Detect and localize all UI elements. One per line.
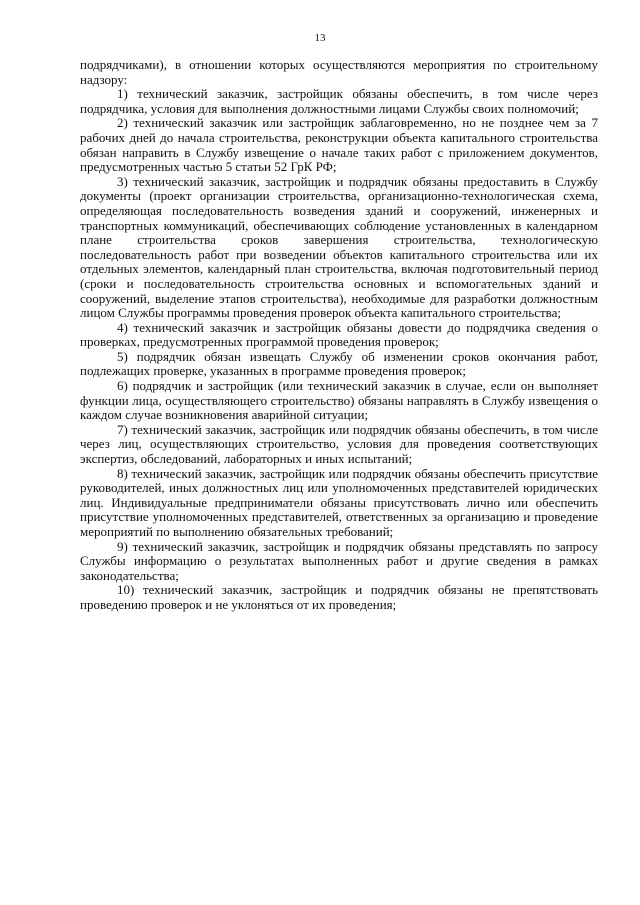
paragraph-item-8: 8) технический заказчик, застройщик или подрядчик обязаны обеспечить присутствие руководителей, иных должностных лиц или уполномоченных представителей юридических лиц. Индивидуальные предприниматели обязаны присутствовать лично или обеспечить присутствие уполномоченных представителей, ответственных за организацию и проведение мероприятий по выполнению обязательных требований; [80, 465, 598, 539]
paragraph-item-10: 10) технический заказчик, застройщик и подрядчик обязаны не препятствовать проведению проверок и не уклоняться от их проведения; [80, 582, 598, 612]
paragraph-item-5: 5) подрядчик обязан извещать Службу об изменении сроков окончания работ, подлежащих проверке, указанных в программе проведения проверок; [80, 348, 598, 379]
paragraph-intro-continuation: подрядчиками), в отношении которых осуществляются мероприятия по строительному надзору: [80, 57, 598, 87]
paragraph-item-7: 7) технический заказчик, застройщик или подрядчик обязаны обеспечить, в том числе через лиц, осуществляющих строительство, условия для проведения соответствующих экспертиз, обследований, лабораторных и иных испытаний; [80, 421, 598, 467]
page-number: 13 [314, 32, 326, 44]
paragraph-item-6: 6) подрядчик и застройщик (или технический заказчик в случае, если он выполняет функции лица, осуществляющего строительство) обязаны направлять в Службу извещения о каждом случае возникновения аварийной ситуации; [80, 378, 598, 423]
paragraph-item-9: 9) технический заказчик, застройщик и подрядчик обязаны представлять по запросу Службы информацию о результатах выполненных работ и другие сведения в рамках законодательства; [80, 538, 598, 583]
document-body [80, 58, 598, 613]
paragraph-item-4: 4) технический заказчик и застройщик обязаны довести до подрядчика сведения о проверках, предусмотренных программой проведения проверок; [80, 319, 598, 350]
paragraph-item-1: 1) технический заказчик, застройщик обязаны обеспечить, в том числе через подрядчика, условия для выполнения должностными лицами Службы своих полномочий; [80, 86, 598, 116]
paragraph-item-3: 3) технический заказчик, застройщик и подрядчик обязаны предоставить в Службу документы (проект организации строительства, организационно-технологическая схема, определяющая последовательность возведения зданий и сооружений, инженерных и транспортных коммуникаций, обеспечивающих соблюдение установленных в календарном плане строительства сроков завершения строительства, технологическую последовательность работ при возведении объектов капитального строительства или их отдельных элементов, календарный план строительства, включая подготовительный период (сроки и последовательность строительства основных и вспомогательных зданий и сооружений, выделение этапов строительства), необходимые для разработки должностным лицом Службы программы проведения проверок объекта капитального строительства; [80, 173, 598, 321]
paragraph-item-2: 2) технический заказчик или застройщик заблаговременно, но не позднее чем за 7 рабочих дней до начала строительства, реконструкции объекта капитального строительства обязан направить в Службу извещение о начале таких работ с приложением документов, предусмотренных частью 5 статьи 52 ГрК РФ; [80, 115, 598, 175]
